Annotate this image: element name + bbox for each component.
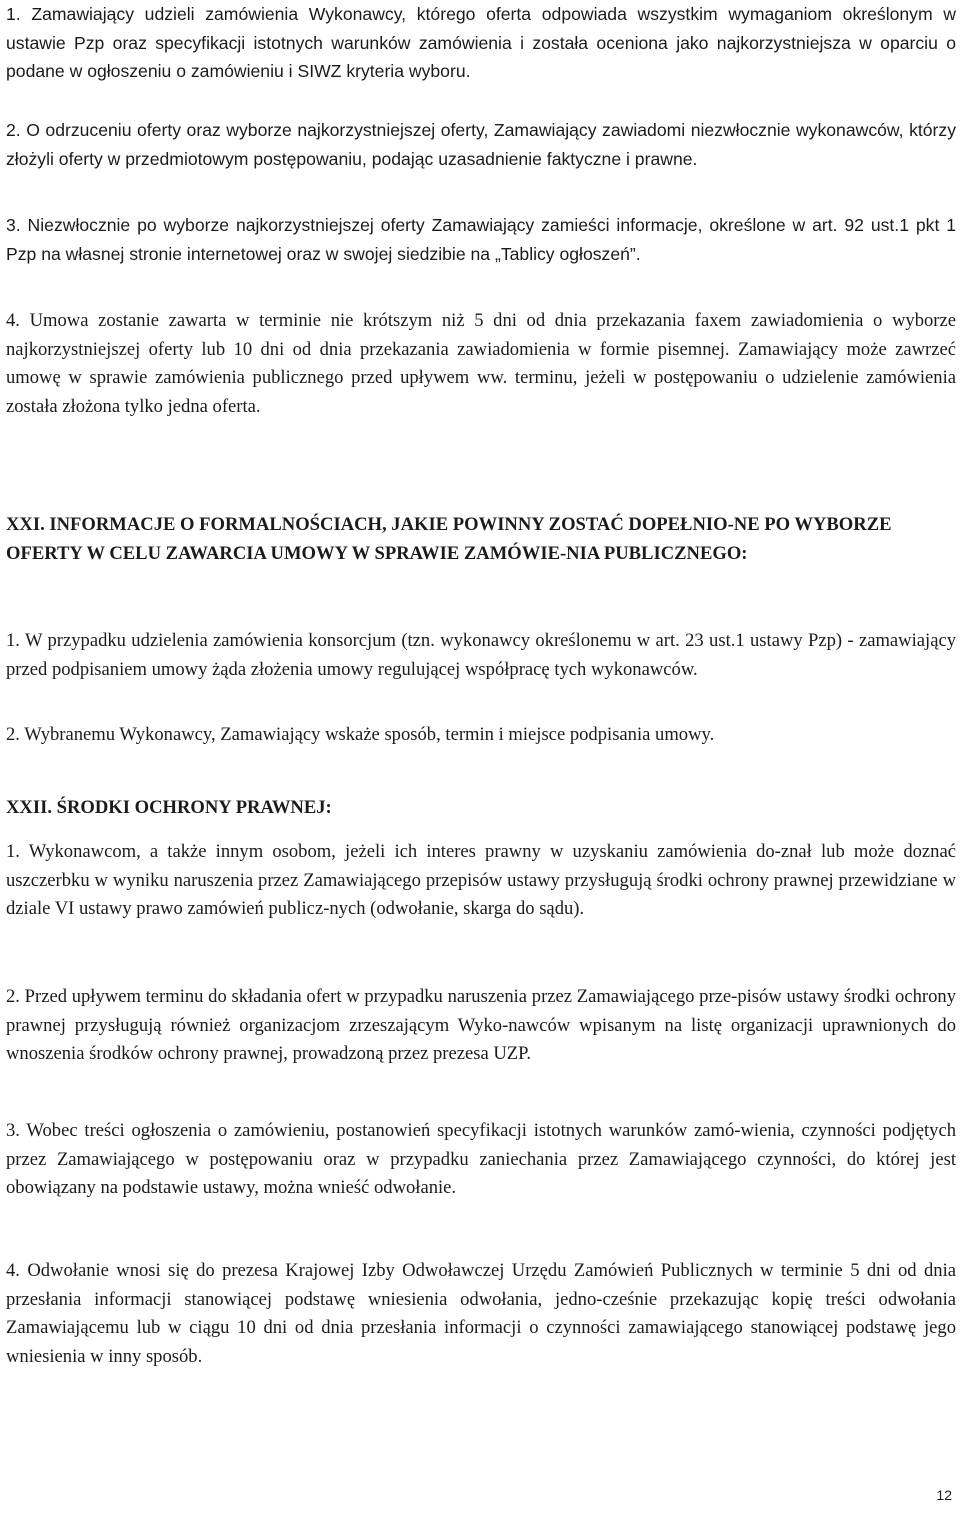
page-number: 12	[936, 1487, 952, 1503]
section-xxi-heading: XXI. INFORMACJE O FORMALNOŚCIACH, JAKIE POWINNY ZOSTAĆ DOPEŁNIO-NE PO WYBORZE OFERTY W CELU ZAWARCIA UMOWY W SPRAWIE ZAMÓWIE-NIA PUBLICZNEGO:	[6, 514, 892, 564]
section-xx-item-2: 2. O odrzuceniu oferty oraz wyborze najkorzystniejszej oferty, Zamawiający zawiadomi niezwłocznie wykonawców, którzy złożyli oferty w przedmiotowym postępowaniu, podając uzasadnienie faktyczne i prawne.	[6, 120, 956, 169]
section-xxi-item-2: 2. Wybranemu Wykonawcy, Zamawiający wskaże sposób, termin i miejsce podpisania umowy.	[6, 724, 715, 745]
section-xxi-item-1: 1. W przypadku udzielenia zamówienia konsorcjum (tzn. wykonawcy określonemu w art. 23 ust.1 ustawy Pzp) - zamawiający przed podpisaniem umowy żąda złożenia umowy regulującej współpracę tych wykonawców.	[6, 630, 956, 680]
section-xxii-item-3: 3. Wobec treści ogłoszenia o zamówieniu, postanowień specyfikacji istotnych warunków zamó-wienia, czynności podjętych przez Zamawiającego w postępowaniu oraz w przypadku zaniechania przez Zamawiającego czynności, do której jest obowiązany na podstawie ustawy, można wnieść odwołanie.	[6, 1120, 956, 1199]
section-xxii-item-1: 1. Wykonawcom, a także innym osobom, jeżeli ich interes prawny w uzyskaniu zamówienia do-znał lub może doznać uszczerbku w wyniku naruszenia przez Zamawiającego przepisów ustawy przysługują środki ochrony prawnej przewidziane w dziale VI ustawy prawo zamówień publicz-nych (odwołanie, skarga do sądu).	[6, 841, 956, 920]
section-xx-item-1: 1. Zamawiający udzieli zamówienia Wykonawcy, którego oferta odpowiada wszystkim wymaganiom określonym w ustawie Pzp oraz specyfikacji istotnych warunków zamówienia i została oceniona jako najkorzystniejsza w oparciu o podane w ogłoszeniu o zamówieniu i SIWZ kryteria wyboru.	[6, 4, 956, 82]
section-xxii-item-2: 2. Przed upływem terminu do składania ofert w przypadku naruszenia przez Zamawiającego prze-pisów ustawy środki ochrony prawnej przysługują również organizacjom zrzeszającym Wyko-nawców wpisanym na listę organizacji uprawnionych do wnoszenia środków ochrony prawnej, prowadzoną przez prezesa UZP.	[6, 986, 956, 1065]
section-xx-item-4: 4. Umowa zostanie zawarta w terminie nie krótszym niż 5 dni od dnia przekazania faxem zawiadomienia o wyborze najkorzystniejszej oferty lub 10 dni od dnia przekazania zawiadomienia w formie pisemnej. Zamawiający może zawrzeć umowę w sprawie zamówienia publicznego przed upływem ww. terminu, jeżeli w postępowaniu o udzielenie zamówienia została złożona tylko jedna oferta.	[6, 310, 956, 417]
section-xx-item-3: 3. Niezwłocznie po wyborze najkorzystniejszej oferty Zamawiający zamieści informacje, określone w art. 92 ust.1 pkt 1 Pzp na własnej stronie internetowej oraz w swojej siedzibie na „Tablicy ogłoszeń”.	[6, 215, 956, 264]
section-xxii-heading: XXII. ŚRODKI OCHRONY PRAWNEJ:	[6, 797, 332, 818]
section-xxii-item-4: 4. Odwołanie wnosi się do prezesa Krajowej Izby Odwoławczej Urzędu Zamówień Publicznych w terminie 5 dni od dnia przesłania informacji stanowiącej podstawę wniesienia odwołania, jedno-cześnie przekazując kopię treści odwołania Zamawiającemu lub w ciągu 10 dni od dnia przesłania informacji o czynności zamawiającego stanowiącej podstawę jego wniesienia w inny sposób.	[6, 1260, 956, 1367]
